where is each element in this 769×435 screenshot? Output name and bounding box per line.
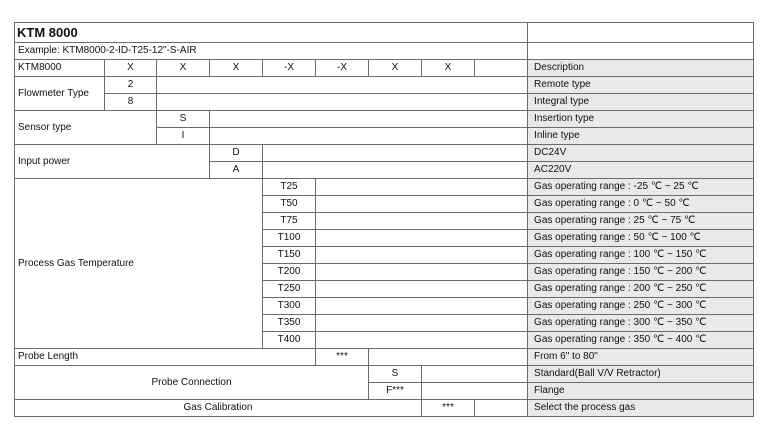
temperature-blank-cell <box>316 332 528 349</box>
temperature-code: T250 <box>263 281 316 298</box>
header-position-3: X <box>210 60 263 77</box>
temperature-desc: Gas operating range : 200 ℃ ~ 250 ℃ <box>528 281 754 298</box>
header-position-6: X <box>369 60 422 77</box>
example-row <box>15 43 754 60</box>
flowmeter-code: 2 <box>105 77 157 94</box>
temperature-desc: Gas operating range : 50 ℃ ~ 100 ℃ <box>528 230 754 247</box>
power-row <box>15 145 754 162</box>
sensor-code: I <box>157 128 210 145</box>
flowmeter-desc: Integral type <box>528 94 754 111</box>
temperature-code: T50 <box>263 196 316 213</box>
probe-length-desc: From 6" to 80" <box>528 349 754 366</box>
temperature-desc: Gas operating range : 300 ℃ ~ 350 ℃ <box>528 315 754 332</box>
header-model: KTM8000 <box>15 60 105 77</box>
power-code: A <box>210 162 263 179</box>
header-position-7: X <box>422 60 475 77</box>
flowmeter-row <box>15 77 754 94</box>
sensor-row <box>15 111 754 128</box>
gas-calibration-desc: Select the process gas <box>528 400 754 417</box>
temperature-desc: Gas operating range : 250 ℃ ~ 300 ℃ <box>528 298 754 315</box>
flowmeter-label: Flowmeter Type <box>15 77 105 111</box>
header-position-5: -X <box>316 60 369 77</box>
temperature-code: T150 <box>263 247 316 264</box>
gas-calibration-blank-cell <box>475 400 528 417</box>
gas-calibration-label: Gas Calibration <box>15 400 422 417</box>
sheet-title: KTM 8000 <box>15 23 528 43</box>
temperature-code: T25 <box>263 179 316 196</box>
power-blank-cell <box>263 162 528 179</box>
sensor-code: S <box>157 111 210 128</box>
header-position-2: X <box>157 60 210 77</box>
gas-calibration-code: *** <box>422 400 475 417</box>
probe-connection-blank-cell <box>422 366 528 383</box>
temperature-desc: Gas operating range : -25 ℃ ~ 25 ℃ <box>528 179 754 196</box>
power-desc: DC24V <box>528 145 754 162</box>
title-row <box>15 23 754 43</box>
title-spacer-cell <box>528 23 754 43</box>
header-row <box>15 60 754 77</box>
flowmeter-blank-cell <box>157 77 528 94</box>
model-code-table <box>14 22 754 417</box>
probe-connection-label: Probe Connection <box>15 366 369 400</box>
flowmeter-blank-cell <box>157 94 528 111</box>
probe-connection-desc: Standard(Ball V/V Retractor) <box>528 366 754 383</box>
gas-calibration-row <box>15 400 754 417</box>
power-blank-cell <box>263 145 528 162</box>
temperature-blank-cell <box>316 298 528 315</box>
temperature-desc: Gas operating range : 150 ℃ ~ 200 ℃ <box>528 264 754 281</box>
sensor-desc: Insertion type <box>528 111 754 128</box>
temperature-desc: Gas operating range : 100 ℃ ~ 150 ℃ <box>528 247 754 264</box>
sensor-blank-cell <box>210 111 528 128</box>
temperature-blank-cell <box>316 230 528 247</box>
probe-length-row <box>15 349 754 366</box>
probe-connection-code: F*** <box>369 383 422 400</box>
temperature-blank-cell <box>316 179 528 196</box>
temperature-code: T200 <box>263 264 316 281</box>
temperature-label: Process Gas Temperature <box>15 179 263 349</box>
header-blank-cell <box>475 60 528 77</box>
probe-connection-code: S <box>369 366 422 383</box>
flowmeter-desc: Remote type <box>528 77 754 94</box>
flowmeter-row <box>15 94 754 111</box>
power-label: Input power <box>15 145 210 179</box>
probe-length-blank-cell <box>369 349 528 366</box>
sensor-desc: Inline type <box>528 128 754 145</box>
temperature-blank-cell <box>316 281 528 298</box>
temperature-blank-cell <box>316 264 528 281</box>
power-code: D <box>210 145 263 162</box>
sensor-blank-cell <box>210 128 528 145</box>
header-position-1: X <box>105 60 157 77</box>
header-description: Description <box>528 60 754 77</box>
temperature-code: T100 <box>263 230 316 247</box>
temperature-desc: Gas operating range : 350 ℃ ~ 400 ℃ <box>528 332 754 349</box>
example-spacer-cell <box>528 43 754 60</box>
probe-length-label: Probe Length <box>15 349 316 366</box>
sensor-label: Sensor type <box>15 111 157 145</box>
temperature-blank-cell <box>316 196 528 213</box>
temperature-code: T400 <box>263 332 316 349</box>
example-text: Example: KTM8000-2-ID-T25-12"-S-AIR <box>15 43 528 60</box>
power-desc: AC220V <box>528 162 754 179</box>
model-code-sheet <box>14 22 753 417</box>
flowmeter-code: 8 <box>105 94 157 111</box>
temperature-blank-cell <box>316 315 528 332</box>
probe-length-code: *** <box>316 349 369 366</box>
temperature-code: T300 <box>263 298 316 315</box>
temperature-blank-cell <box>316 247 528 264</box>
temperature-code: T75 <box>263 213 316 230</box>
header-position-4: -X <box>263 60 316 77</box>
probe-connection-blank-cell <box>422 383 528 400</box>
temperature-blank-cell <box>316 213 528 230</box>
probe-connection-desc: Flange <box>528 383 754 400</box>
temperature-desc: Gas operating range : 25 ℃ ~ 75 ℃ <box>528 213 754 230</box>
temperature-row <box>15 179 754 196</box>
temperature-code: T350 <box>263 315 316 332</box>
temperature-desc: Gas operating range : 0 ℃ ~ 50 ℃ <box>528 196 754 213</box>
probe-connection-row <box>15 366 754 383</box>
